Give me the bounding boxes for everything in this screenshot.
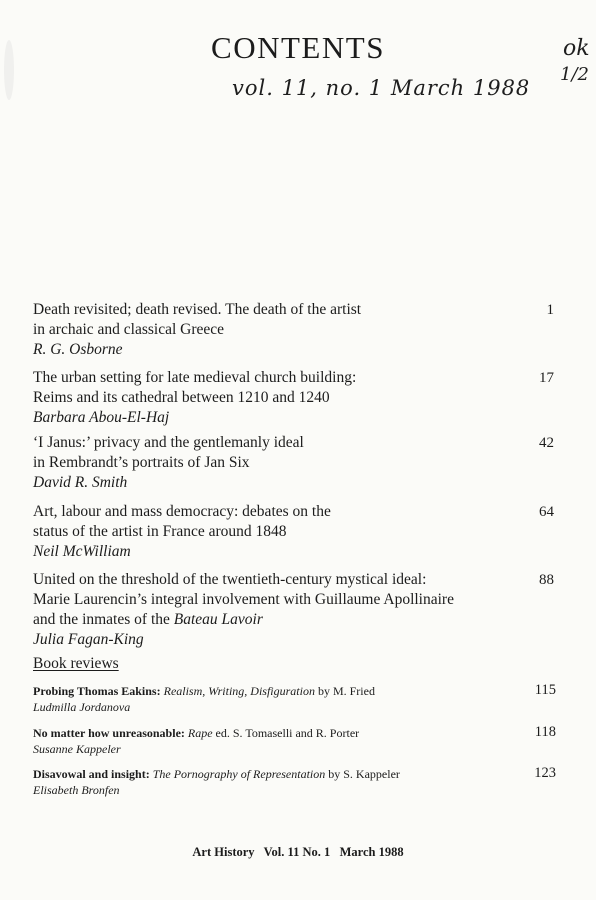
review-work: Rape (187, 726, 213, 740)
handwritten-issue-note: vol. 11, no. 1 March 1988 (232, 76, 531, 100)
article-title-line: Marie Laurencin’s integral involvement with Guillaume Apollinaire (33, 591, 454, 608)
article-title-italic: Bateau Lavoir (173, 611, 263, 628)
review-title: Disavowal and insight: (33, 767, 150, 781)
review-page-number: 123 (534, 765, 556, 781)
article-title-line: status of the artist in France around 1848 (33, 523, 287, 540)
article-page-number: 17 (539, 370, 554, 386)
article-entry[interactable] (33, 300, 563, 360)
article-title-line: The urban setting for late medieval church building: (33, 369, 357, 386)
article-title-line: Reims and its cathedral between 1210 and 1240 (33, 389, 330, 406)
review-page-number: 115 (534, 682, 556, 698)
article-title-line (33, 610, 563, 630)
review-line (33, 766, 563, 782)
book-reviews-heading: Book reviews (33, 655, 119, 672)
review-credit: by S. Kappeler (325, 767, 400, 781)
article-author: Neil McWilliam (33, 543, 131, 560)
review-title: No matter how unreasonable: (33, 726, 185, 740)
journal-footer: Art History Vol. 11 No. 1 March 1988 (192, 845, 404, 859)
review-entry[interactable] (33, 683, 563, 715)
review-page-number: 118 (534, 724, 556, 740)
review-reviewer: Ludmilla Jordanova (33, 700, 131, 714)
review-title: Probing Thomas Eakins: (33, 684, 161, 698)
review-reviewer: Susanne Kappeler (33, 742, 121, 756)
article-author: Julia Fagan-King (33, 631, 144, 648)
review-line (33, 683, 563, 699)
article-entry[interactable] (33, 570, 563, 650)
page-title: CONTENTS (211, 30, 385, 65)
article-page-number: 42 (539, 435, 554, 451)
article-entry[interactable] (33, 433, 563, 493)
article-author: David R. Smith (33, 474, 128, 491)
review-credit: ed. S. Tomaselli and R. Porter (212, 726, 360, 740)
article-title-line: in archaic and classical Greece (33, 321, 225, 338)
article-title-text: and the inmates of the (33, 611, 174, 628)
handwritten-ok-note: ok (563, 36, 590, 61)
review-credit: by M. Fried (314, 684, 375, 698)
article-title-line: United on the threshold of the twentieth-century mystical ideal: (33, 571, 427, 588)
article-page-number: 88 (539, 572, 554, 588)
review-work: Realism, Writing, Disfiguration (163, 684, 315, 698)
review-entry[interactable] (33, 725, 563, 757)
article-author: R. G. Osborne (33, 341, 123, 358)
article-entry[interactable] (33, 502, 563, 562)
article-page-number: 1 (546, 302, 554, 318)
article-title-line: Death revisited; death revised. The death of the artist (33, 301, 362, 318)
handwritten-fraction-note: 1/2 (560, 64, 589, 85)
article-entry[interactable] (33, 368, 563, 428)
article-author: Barbara Abou-El-Haj (33, 409, 170, 426)
article-title-line: Art, labour and mass democracy: debates on the (33, 503, 331, 520)
article-title-line: ‘I Janus:’ privacy and the gentlemanly ideal (33, 434, 304, 451)
review-entry[interactable] (33, 766, 563, 798)
article-title-line: in Rembrandt’s portraits of Jan Six (33, 454, 250, 471)
article-page-number: 64 (539, 504, 554, 520)
review-reviewer: Elisabeth Bronfen (33, 783, 120, 797)
review-line (33, 725, 563, 741)
review-work: The Pornography of Representation (152, 767, 326, 781)
